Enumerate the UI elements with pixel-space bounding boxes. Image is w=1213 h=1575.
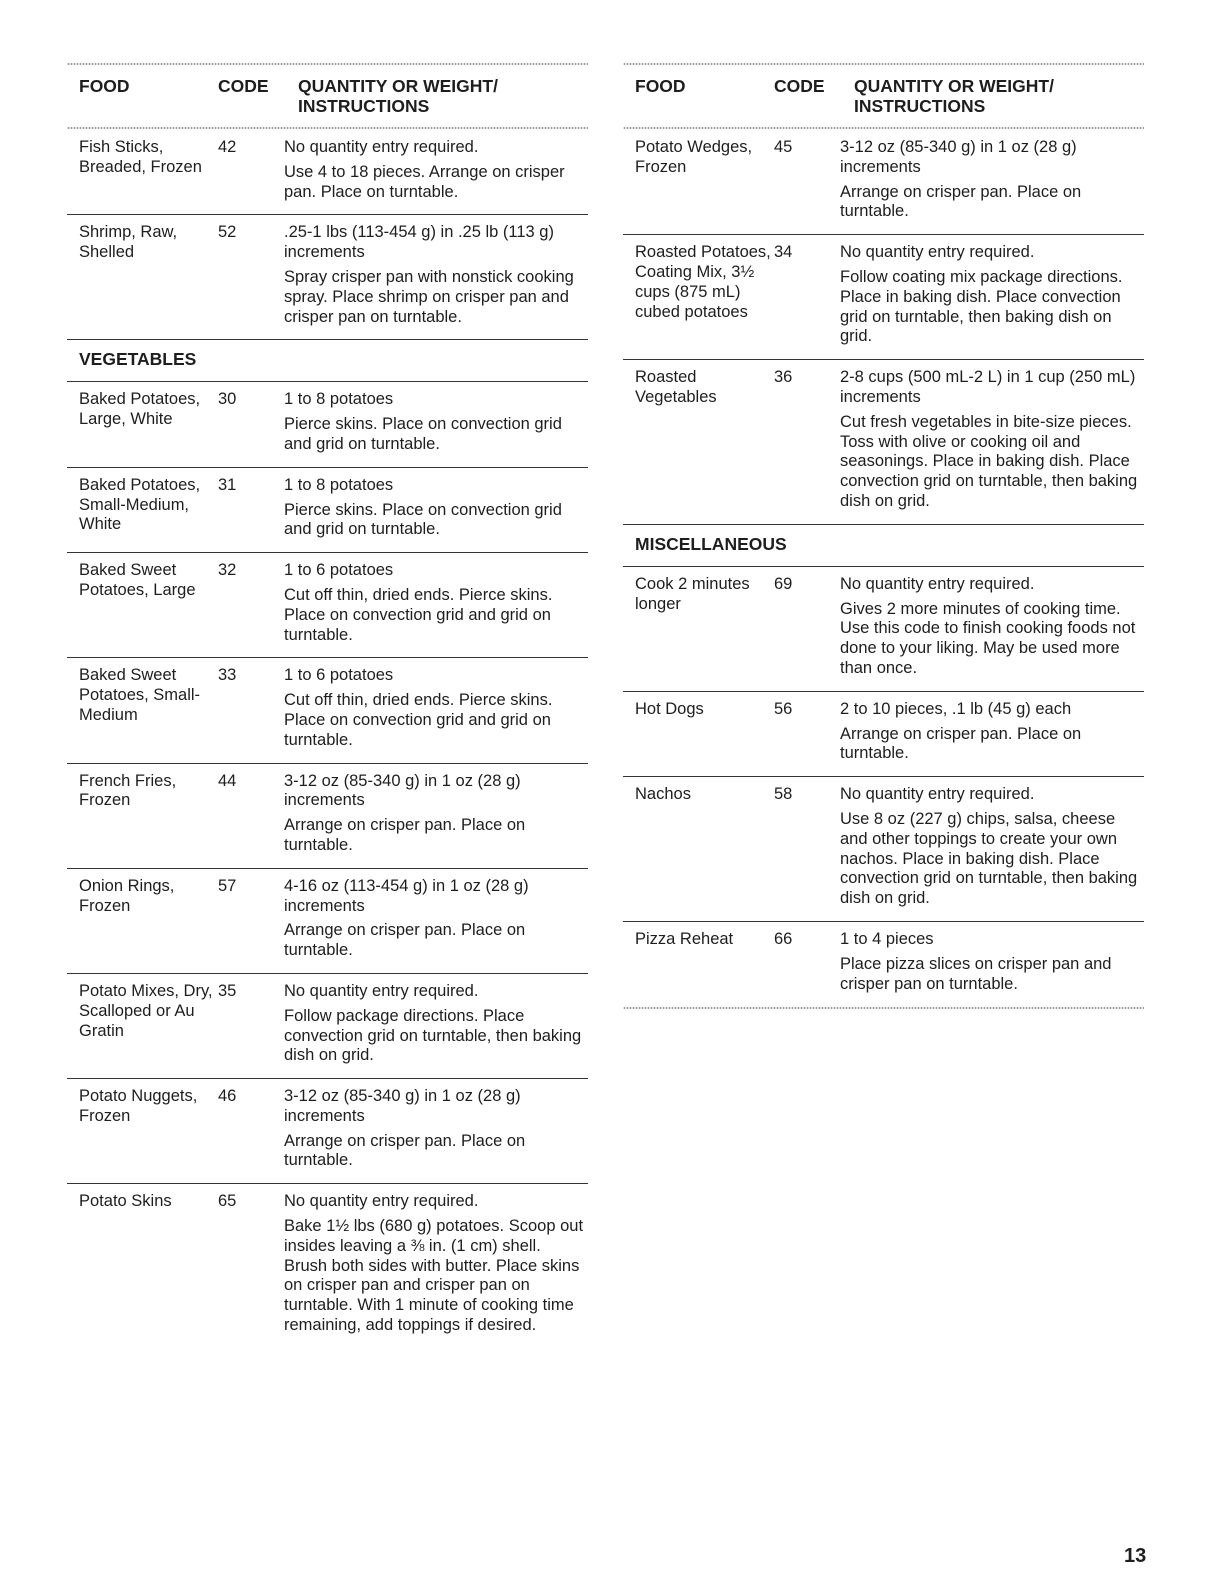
- instructions-cell: [840, 243, 1144, 347]
- table-row: [67, 130, 588, 215]
- instructions-cell: [840, 785, 1144, 909]
- food-code: 65: [218, 1192, 237, 1211]
- instruction-text: Arrange on crisper pan. Place on turntable.: [284, 816, 526, 854]
- table-row: [623, 692, 1144, 777]
- quantity-text: 1 to 6 potatoes: [284, 561, 394, 580]
- instruction-text: Cut fresh vegetables in bite-size pieces. Toss with olive or cooking oil and seasonings. Place in baking dish. Place convection grid on turntable, then baking dish on grid.: [840, 412, 1138, 510]
- instructions-cell: [284, 1087, 588, 1171]
- page-number: 13: [1124, 1545, 1147, 1567]
- food-name: Baked Potatoes, Large, White: [79, 390, 201, 429]
- instruction-text: Bake 1½ lbs (680 g) potatoes. Scoop out insides leaving a ⅜ in. (1 cm) shell. Brush both sides with butter. Place skins on crisper pan and crisper pan on turntable. With 1 minute of cooking time remaining, add toppings if desired.: [284, 1217, 584, 1335]
- instructions-cell: [284, 476, 588, 540]
- right-rows-top: [623, 130, 1144, 525]
- instruction-text: Follow coating mix package directions. Place in baking dish. Place convection grid on turntable, then baking dish on grid.: [840, 267, 1123, 346]
- table-row: [67, 764, 588, 869]
- food-name: Hot Dogs: [635, 699, 704, 718]
- food-code: 46: [218, 1087, 237, 1106]
- quantity-text: No quantity entry required.: [840, 574, 1035, 593]
- header-instructions: QUANTITY OR WEIGHT/ INSTRUCTIONS: [298, 76, 498, 116]
- table-row: [623, 235, 1144, 360]
- instructions-cell: [284, 772, 588, 856]
- instruction-text: Pierce skins. Place on convection grid and grid on turntable.: [284, 500, 562, 539]
- food-name: Cook 2 minutes longer: [635, 574, 750, 613]
- food-name: Baked Sweet Potatoes, Large: [79, 561, 196, 599]
- instruction-text: Place pizza slices on crisper pan and crisper pan on turntable.: [840, 954, 1112, 993]
- instructions-cell: [284, 223, 588, 327]
- table-row: [623, 567, 1144, 692]
- instructions-cell: [284, 877, 588, 961]
- instructions-cell: [840, 138, 1144, 222]
- table-row: [67, 382, 588, 467]
- instruction-text: Cut off thin, dried ends. Pierce skins. Place on convection grid and grid on turntable.: [284, 585, 553, 644]
- food-name: Potato Mixes, Dry, Scalloped or Au Gratin: [79, 981, 213, 1040]
- quantity-text: 3-12 oz (85-340 g) in 1 oz (28 g) increments: [284, 771, 521, 810]
- instructions-cell: [284, 138, 588, 202]
- quantity-text: 2-8 cups (500 mL-2 L) in 1 cup (250 mL) increments: [840, 368, 1136, 406]
- table-header: [623, 66, 1144, 126]
- left-cooking-table: [67, 62, 588, 1348]
- food-name: Potato Nuggets, Frozen: [79, 1087, 198, 1125]
- food-code: 32: [218, 561, 237, 580]
- food-code: 57: [218, 876, 237, 895]
- food-code: 35: [218, 981, 237, 1000]
- table-row: [67, 658, 588, 763]
- table-row: [67, 468, 588, 553]
- instructions-cell: [284, 561, 588, 645]
- instruction-text: Spray crisper pan with nonstick cooking spray. Place shrimp on crisper pan and crisper pan on turntable.: [284, 267, 574, 326]
- instructions-cell: [840, 700, 1144, 764]
- instruction-text: Arrange on crisper pan. Place on turntable.: [284, 921, 526, 960]
- quantity-text: 1 to 8 potatoes: [284, 475, 394, 494]
- instruction-text: Arrange on crisper pan. Place on turntable.: [840, 182, 1082, 221]
- food-name: Nachos: [635, 785, 691, 804]
- food-code: 33: [218, 666, 237, 685]
- quantity-text: 1 to 4 pieces: [840, 929, 934, 948]
- instructions-cell: [840, 368, 1144, 512]
- header-food: FOOD: [79, 76, 130, 96]
- food-name: Baked Sweet Potatoes, Small-Medium: [79, 666, 201, 724]
- table-row: [67, 869, 588, 974]
- quantity-text: No quantity entry required.: [284, 138, 479, 156]
- quantity-text: No quantity entry required.: [284, 981, 479, 1000]
- instructions-cell: [284, 390, 588, 454]
- header-instructions: QUANTITY OR WEIGHT/ INSTRUCTIONS: [854, 76, 1054, 116]
- quantity-text: No quantity entry required.: [840, 243, 1035, 262]
- right-rows-miscellaneous: [623, 567, 1144, 1007]
- bottom-dotted-rule: [623, 1006, 1144, 1010]
- left-rows-top: [67, 130, 588, 340]
- header-food: FOOD: [635, 76, 686, 96]
- table-header: [67, 66, 588, 126]
- food-name: Fish Sticks, Breaded, Frozen: [79, 138, 202, 176]
- food-code: 58: [774, 785, 793, 804]
- quantity-text: 3-12 oz (85-340 g) in 1 oz (28 g) increments: [284, 1087, 521, 1125]
- food-code: 34: [774, 243, 793, 262]
- instructions-cell: [840, 575, 1144, 679]
- quantity-text: 1 to 8 potatoes: [284, 390, 394, 409]
- table-row: [623, 922, 1144, 1006]
- instructions-cell: [284, 666, 588, 750]
- food-code: 31: [218, 475, 237, 494]
- quantity-text: 4-16 oz (113-454 g) in 1 oz (28 g) increments: [284, 876, 529, 915]
- food-name: Onion Rings, Frozen: [79, 876, 175, 915]
- quantity-text: 2 to 10 pieces, .1 lb (45 g) each: [840, 699, 1072, 718]
- food-code: 36: [774, 368, 793, 387]
- table-row: [67, 553, 588, 658]
- food-code: 42: [218, 138, 237, 156]
- table-row: [623, 360, 1144, 525]
- quantity-text: No quantity entry required.: [840, 785, 1035, 804]
- instructions-cell: [840, 930, 1144, 994]
- quantity-text: .25-1 lbs (113-454 g) in .25 lb (113 g) increments: [284, 223, 554, 262]
- quantity-text: 3-12 oz (85-340 g) in 1 oz (28 g) increments: [840, 138, 1077, 176]
- left-rows-vegetables: [67, 382, 588, 1347]
- table-row: [67, 1079, 588, 1184]
- instruction-text: Pierce skins. Place on convection grid and grid on turntable.: [284, 415, 562, 453]
- food-name: Roasted Vegetables: [635, 368, 717, 406]
- food-code: 52: [218, 223, 237, 242]
- instruction-text: Arrange on crisper pan. Place on turntable.: [840, 724, 1082, 763]
- food-name: French Fries, Frozen: [79, 771, 177, 810]
- instructions-cell: [284, 1192, 588, 1336]
- section-heading-vegetables: VEGETABLES: [67, 340, 588, 382]
- food-code: 30: [218, 390, 237, 409]
- food-name: Roasted Potatoes, Coating Mix, 3½ cups (875 mL) cubed potatoes: [635, 243, 771, 321]
- instruction-text: Arrange on crisper pan. Place on turntable.: [284, 1131, 526, 1170]
- table-row: [623, 777, 1144, 922]
- table-row: [67, 1184, 588, 1348]
- table-row: [67, 215, 588, 340]
- instruction-text: Gives 2 more minutes of cooking time. Use this code to finish cooking foods not done to your liking. May be used more than once.: [840, 599, 1136, 677]
- header-code: CODE: [218, 76, 269, 96]
- instruction-text: Use 8 oz (227 g) chips, salsa, cheese and other toppings to create your own nachos. Place in baking dish. Place convection grid on turntable, then baking dish on grid.: [840, 809, 1138, 908]
- food-code: 66: [774, 929, 793, 948]
- food-name: Potato Skins: [79, 1192, 172, 1211]
- instruction-text: Follow package directions. Place convection grid on turntable, then baking dish on grid.: [284, 1006, 582, 1065]
- food-code: 69: [774, 574, 793, 593]
- food-code: 56: [774, 699, 793, 718]
- table-row: [67, 974, 588, 1079]
- header-code: CODE: [774, 76, 825, 96]
- instruction-text: Use 4 to 18 pieces. Arrange on crisper pan. Place on turntable.: [284, 162, 565, 201]
- quantity-text: No quantity entry required.: [284, 1192, 479, 1211]
- table-row: [623, 130, 1144, 235]
- right-cooking-table: [623, 62, 1144, 1010]
- food-name: Shrimp, Raw, Shelled: [79, 223, 178, 262]
- instructions-cell: [284, 982, 588, 1066]
- food-code: 45: [774, 138, 793, 156]
- section-heading-miscellaneous: MISCELLANEOUS: [623, 525, 1144, 567]
- quantity-text: 1 to 6 potatoes: [284, 666, 394, 685]
- food-name: Pizza Reheat: [635, 929, 734, 948]
- food-name: Potato Wedges, Frozen: [635, 138, 753, 176]
- instruction-text: Cut off thin, dried ends. Pierce skins. Place on convection grid and grid on turntable.: [284, 691, 553, 749]
- food-name: Baked Potatoes, Small-Medium, White: [79, 475, 201, 534]
- food-code: 44: [218, 771, 237, 790]
